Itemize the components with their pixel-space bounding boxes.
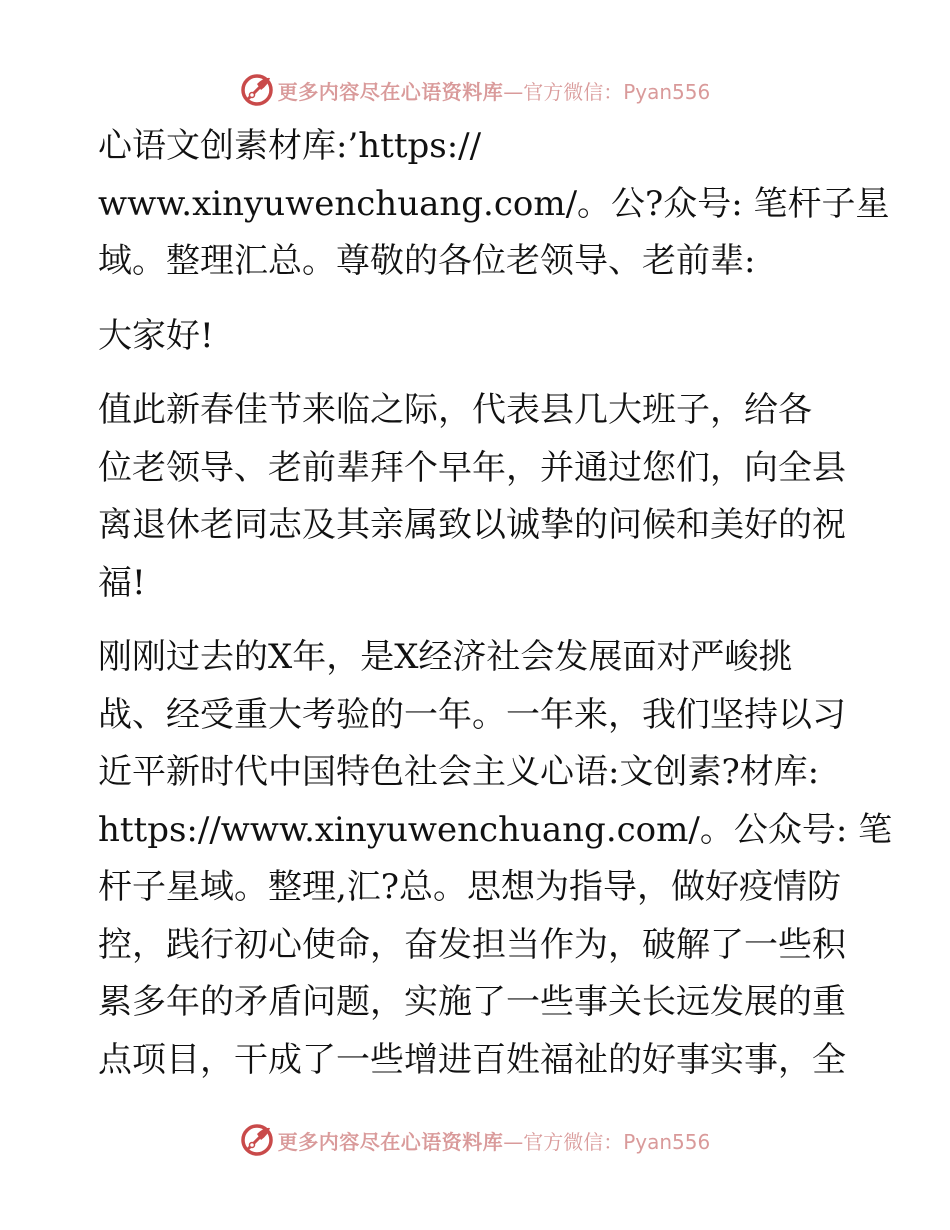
- text-line: 刚刚过去的X年，是X经济社会发展面对严峻挑: [98, 637, 793, 677]
- paragraph-1: [98, 118, 890, 291]
- paragraph-3: [98, 382, 858, 612]
- text-line: 域。整理汇总。尊敬的各位老领导、老前辈:: [98, 241, 756, 281]
- text-line: 心语文创素材库:’https://: [98, 126, 482, 166]
- text-line: 累多年的矛盾问题，实施了一些事关长远发展的重: [98, 982, 846, 1022]
- text-line: https://www.xinyuwenchuang.com/。公众号: 笔: [98, 809, 893, 850]
- paragraph-4: [98, 629, 893, 1089]
- footer-watermark-banner: [0, 1120, 950, 1160]
- text-line: 控，践行初心使命，奋发担当作为，破解了一些积: [98, 924, 846, 965]
- banner-wechat-text: —官方微信：Pyan556: [503, 79, 711, 104]
- text-line: www.xinyuwenchuang.com/。公?众号: 笔杆子星: [98, 183, 890, 224]
- banner-main-text: 更多内容尽在心语资料库: [277, 1129, 504, 1154]
- text-line: 点项目，干成了一些增进百姓福祉的好事实事，全: [98, 1039, 846, 1080]
- text-line: 福!: [98, 562, 146, 603]
- text-line: 杆子星域。整理,汇?总。思想为指导，做好疫情防: [98, 867, 842, 907]
- quill-logo-icon: [240, 73, 274, 107]
- banner-wechat-text: —官方微信：Pyan556: [503, 1129, 711, 1154]
- banner-main-text: 更多内容尽在心语资料库: [277, 79, 504, 104]
- text-line: 位老领导、老前辈拜个早年，并通过您们，向全县: [98, 447, 846, 488]
- document-body: [98, 118, 893, 1106]
- text-line: 值此新春佳节来临之际，代表县几大班子，给各: [98, 390, 812, 430]
- quill-logo-icon: [240, 1123, 274, 1157]
- text-line: 离退休老同志及其亲属致以诚挚的问候和美好的祝: [98, 505, 846, 545]
- header-watermark-banner: [0, 70, 950, 110]
- text-line: 战、经受重大考验的一年。一年来，我们坚持以习: [98, 694, 846, 735]
- text-line: 大家好!: [98, 315, 214, 356]
- text-line: 近平新时代中国特色社会主义心语:文创素?材库:: [98, 752, 820, 792]
- paragraph-2: [98, 308, 858, 366]
